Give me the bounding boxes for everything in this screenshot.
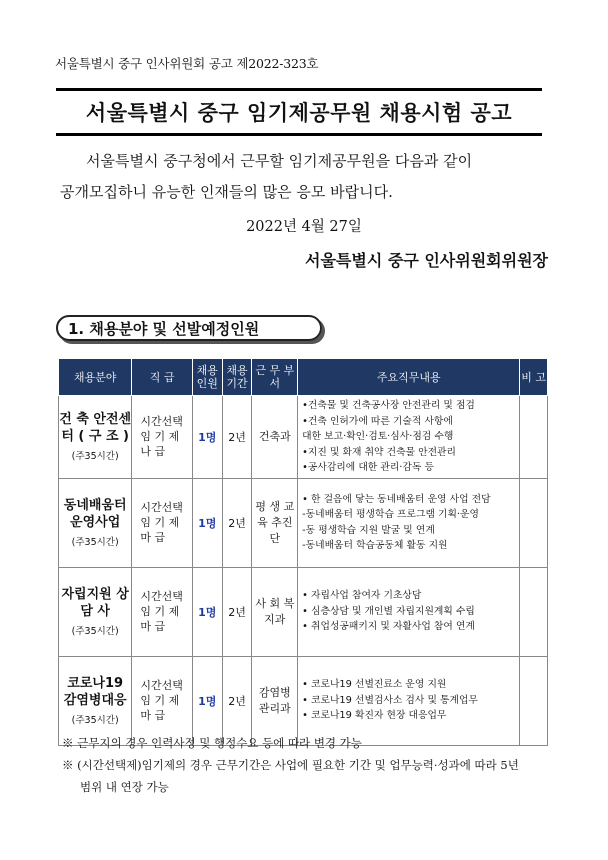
cell-period: 2년 [222, 396, 252, 479]
duty-line: •지진 및 화재 취약 건축물 안전관리 [302, 446, 456, 458]
cell-remark [520, 396, 548, 479]
cell-count: 1명 [192, 396, 222, 479]
table-row [59, 396, 548, 479]
header-duties: 주요직무내용 [298, 359, 520, 396]
cell-duties [298, 478, 520, 567]
field-hours: (주35시간) [71, 715, 119, 726]
cell-duties [298, 567, 520, 656]
field-hours: (주35시간) [71, 451, 119, 463]
cell-field [59, 396, 132, 479]
duty-line: • 코로나19 선별진료소 운영 지원 [302, 679, 447, 691]
cell-dept: 사 회 복지과 [252, 567, 298, 656]
duty-line: •건축 인허가에 따른 기술적 사항에 [302, 415, 453, 427]
intro-paragraph [60, 146, 550, 208]
cell-dept: 평 생 교 육 추진단 [252, 478, 298, 567]
cell-dept: 감염병 관리과 [252, 656, 298, 745]
cell-dept: 건축과 [252, 396, 298, 479]
table-row [59, 567, 548, 656]
duty-line: -동네배움터 학습공동체 활동 지원 [302, 540, 448, 551]
header-period: 채용 기간 [222, 359, 252, 396]
cell-count: 1명 [192, 478, 222, 567]
cell-period: 2년 [222, 478, 252, 567]
notes [62, 732, 552, 798]
duty-line: • 코로나19 선별검사소 검사 및 통계업무 [302, 694, 478, 706]
field-name: 건 축 안전센터 ( 구 조 ) [59, 412, 132, 445]
field-name: 자립지원 상 담 사 [61, 587, 129, 619]
table-header-row [59, 359, 548, 396]
header-rank: 직 급 [132, 359, 193, 396]
duty-line: • 코로나19 확진자 현장 대응업무 [302, 710, 447, 722]
cell-count: 1명 [192, 567, 222, 656]
intro-line-2: 공개모집하니 유능한 인재들의 많은 응모 바랍니다. [60, 183, 393, 201]
page-title: 서울특별시 중구 임기제공무원 채용시험 공고 [85, 101, 513, 125]
header-dept: 근 무 부 서 [252, 359, 298, 396]
duty-line: • 자립사업 참여자 기초상담 [302, 590, 422, 602]
field-hours: (주35시간) [71, 537, 119, 548]
duty-line: • 한 걸음에 닿는 동네배움터 운영 사업 전담 [302, 493, 491, 505]
duty-line: -동 평생학습 지원 발굴 및 연계 [302, 524, 435, 536]
table-row [59, 478, 548, 567]
cell-rank: 시간선택 임 기 제 마 급 [132, 478, 193, 567]
cell-period: 2년 [222, 656, 252, 745]
note-2: ※ (시간선택제)임기제의 경우 근무기간은 사업에 필요한 기간 및 업무능력·성과에 따라 5년 [62, 758, 519, 772]
note-2-continued: 범위 내 연장 가능 [80, 780, 169, 794]
header-remark: 비 고 [520, 359, 548, 396]
duty-line: 대한 보고·확인·검토·심사·점검 수행 [302, 431, 454, 442]
cell-rank: 시간선택 임 기 제 마 급 [132, 567, 193, 656]
cell-rank: 시간선택 임 기 제 마 급 [132, 656, 193, 745]
cell-duties [298, 396, 520, 479]
duty-line: • 심층상담 및 개인별 자립지원계획 수립 [302, 605, 475, 617]
announcement-reference: 서울특별시 중구 인사위원회 공고 제2022-323호 [55, 56, 319, 71]
duty-line: •건축물 및 건축공사장 안전관리 및 점검 [302, 400, 475, 411]
duty-line: • 취업성공패키지 및 자활사업 참여 연계 [302, 621, 475, 633]
recruitment-table [58, 358, 548, 746]
cell-period: 2년 [222, 567, 252, 656]
intro-line-1: 서울특별시 중구청에서 근무할 임기제공무원을 다음과 같이 [86, 152, 473, 170]
cell-remark [520, 567, 548, 656]
announcement-date: 2022년 4월 27일 [246, 219, 362, 235]
field-name: 코로나19 감염병대응 [63, 676, 127, 708]
signature: 서울특별시 중구 인사위원회위원장 [305, 251, 548, 270]
field-name: 동네배움터 운영사업 [63, 498, 127, 530]
duty-line: -동네배움터 평생학습 프로그램 기획·운영 [302, 509, 480, 520]
field-hours: (주35시간) [71, 626, 119, 637]
cell-remark [520, 478, 548, 567]
header-count: 채용 인원 [192, 359, 222, 396]
cell-count: 1명 [192, 656, 222, 745]
note-1: ※ 근무지의 경우 인력사정 및 행정수요 등에 따라 변경 가능 [62, 736, 362, 750]
cell-rank: 시간선택 임 기 제 나 급 [132, 396, 193, 479]
section-title: 1. 채용분야 및 선발예정인원 [56, 315, 322, 341]
cell-field [59, 567, 132, 656]
duty-line: •공사감리에 대한 관리·감독 등 [302, 462, 434, 473]
cell-field [59, 478, 132, 567]
title-box [56, 88, 542, 136]
header-field: 채용분야 [59, 359, 132, 396]
